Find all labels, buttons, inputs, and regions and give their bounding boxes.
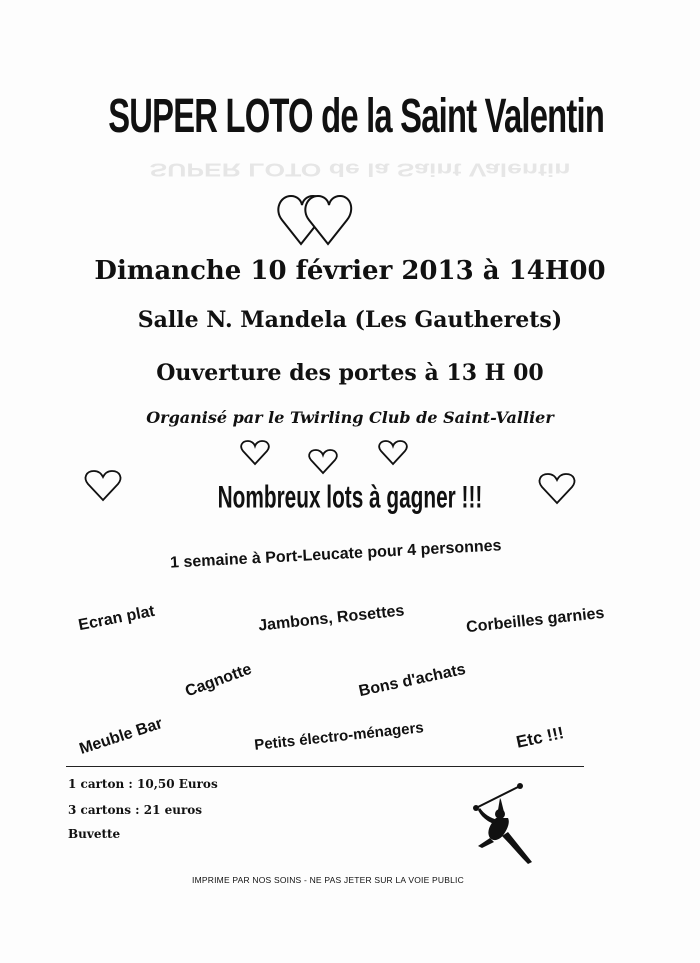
double-heart-icon [276, 190, 366, 250]
venue-line: Salle N. Mandela (Les Gautherets) [137, 307, 563, 333]
prize-item: Cagnotte [183, 660, 254, 701]
prize-item: Meuble Bar [77, 715, 165, 758]
prize-item: Corbeilles garnies [465, 604, 606, 637]
refreshments: Buvette [68, 827, 121, 841]
prize-item: Jambons, Rosettes [257, 602, 406, 635]
flyer-title: SUPER LOTO de la Saint Valentin [108, 88, 605, 143]
prize-item: Etc !!! [514, 723, 566, 752]
price-three-cards: 3 cartons : 21 euros [68, 803, 203, 817]
main-prize: 1 semaine à Port-Leucate pour 4 personnes [169, 537, 502, 572]
divider [66, 766, 584, 767]
footer-note: IMPRIME PAR NOS SOINS - NE PAS JETER SUR LA VOIE PUBLIC [192, 875, 464, 885]
prize-item: Bons d'achats [357, 660, 468, 701]
prize-item: Petits électro-ménagers [253, 719, 425, 754]
heart-icon [378, 440, 408, 466]
heart-icon [240, 440, 270, 466]
twirler-silhouette-icon [474, 784, 544, 874]
heart-icon [308, 449, 338, 475]
price-one-card: 1 carton : 10,50 Euros [68, 777, 218, 791]
doors-line: Ouverture des portes à 13 H 00 [156, 360, 544, 386]
title-reflection: SUPER LOTO de la Saint Valentin [149, 159, 571, 181]
prize-item: Ecran plat [76, 602, 157, 635]
date-line: Dimanche 10 février 2013 à 14H00 [94, 256, 606, 286]
organizer-line: Organisé par le Twirling Club de Saint-Vallier [146, 408, 554, 427]
prizes-heading: Nombreux lots à gagner !!! [217, 478, 483, 515]
